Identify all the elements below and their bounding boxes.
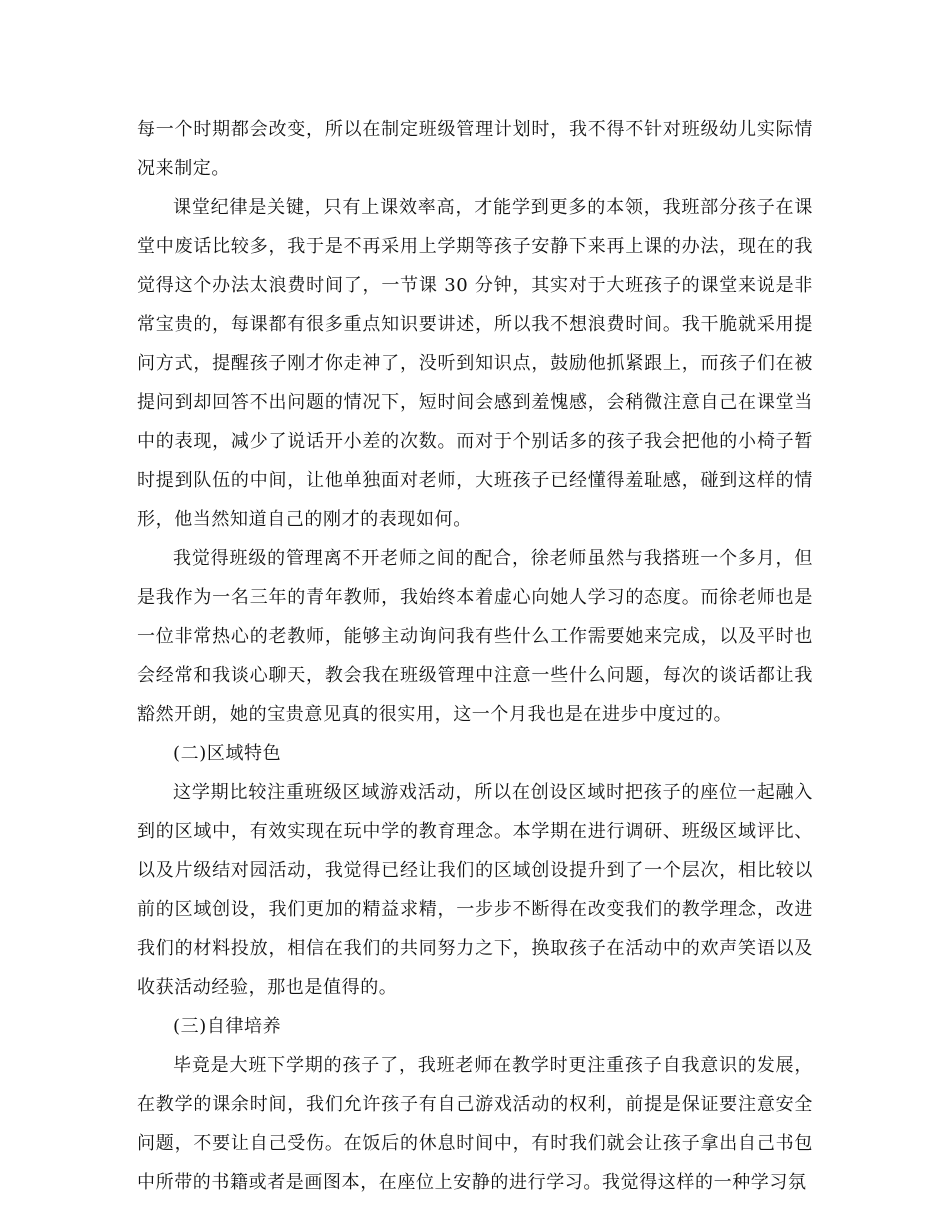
paragraph-area-activities: 这学期比较注重班级区域游戏活动，所以在创设区域时把孩子的座位一起融入到的区域中，有效实现在玩中学的教育理念。本学期在进行调研、班级区域评比、以及片级结对园活动，我觉得已经让我们的区域创设提升到了一个层次，相比较以前的区域创设，我们更加的精益求精，一步步不断得在改变我们的教学理念，改进我们的材料投放，相信在我们的共同努力之下，换取孩子在活动中的欢声笑语以及收获活动经验，那也是值得的。	[137, 782, 813, 998]
paragraph-classroom-discipline: 课堂纪律是关键，只有上课效率高，才能学到更多的本领，我班部分孩子在课堂中废话比较多，我于是不再采用上学期等孩子安静下来再上课的办法，现在的我觉得这个办法太浪费时间了，一节课 30 分钟，其实对于大班孩子的课堂来说是非常宝贵的，每课都有很多重点知识要讲述，所以我不想浪费时间。我干脆就采用提问方式，提醒孩子刚才你走神了，没听到知识点，鼓励他抓紧跟上，而孩子们在被提问到却回答不出问题的情况下，短时间会感到羞愧感，会稍微注意自己在课堂当中的表现，减少了说话开小差的次数。而对于个别话多的孩子我会把他的小椅子暂时提到队伍的中间，让他单独面对老师，大班孩子已经懂得羞耻感，碰到这样的情形，他当然知道自己的刚才的表现如何。	[137, 197, 813, 530]
section-heading-self-discipline: (三)自律培养	[173, 1016, 282, 1037]
paragraph-continuation: 每一个时期都会改变，所以在制定班级管理计划时，我不得不针对班级幼儿实际情况来制定。	[137, 119, 813, 179]
section-heading-area-features: (二)区域特色	[173, 743, 282, 764]
document-body	[137, 110, 813, 1202]
paragraph-teacher-cooperation: 我觉得班级的管理离不开老师之间的配合，徐老师虽然与我搭班一个多月，但是我作为一名三年的青年教师，我始终本着虚心向她人学习的态度。而徐老师也是一位非常热心的老教师，能够主动询问我有些什么工作需要她来完成，以及平时也会经常和我谈心聊天，教会我在班级管理中注意一些什么问题，每次的谈话都让我豁然开朗，她的宝贵意见真的很实用，这一个月我也是在进步中度过的。	[137, 548, 813, 725]
paragraph-self-discipline: 毕竟是大班下学期的孩子了，我班老师在教学时更注重孩子自我意识的发展，在教学的课余时间，我们允许孩子有自己游戏活动的权利，前提是保证要注意安全问题，不要让自己受伤。在饭后的休息时间中，有时我们就会让孩子拿出自己书包中所带的书籍或者是画图本，在座位上安静的进行学习。我觉得这样的一种学习氛	[137, 1055, 813, 1193]
